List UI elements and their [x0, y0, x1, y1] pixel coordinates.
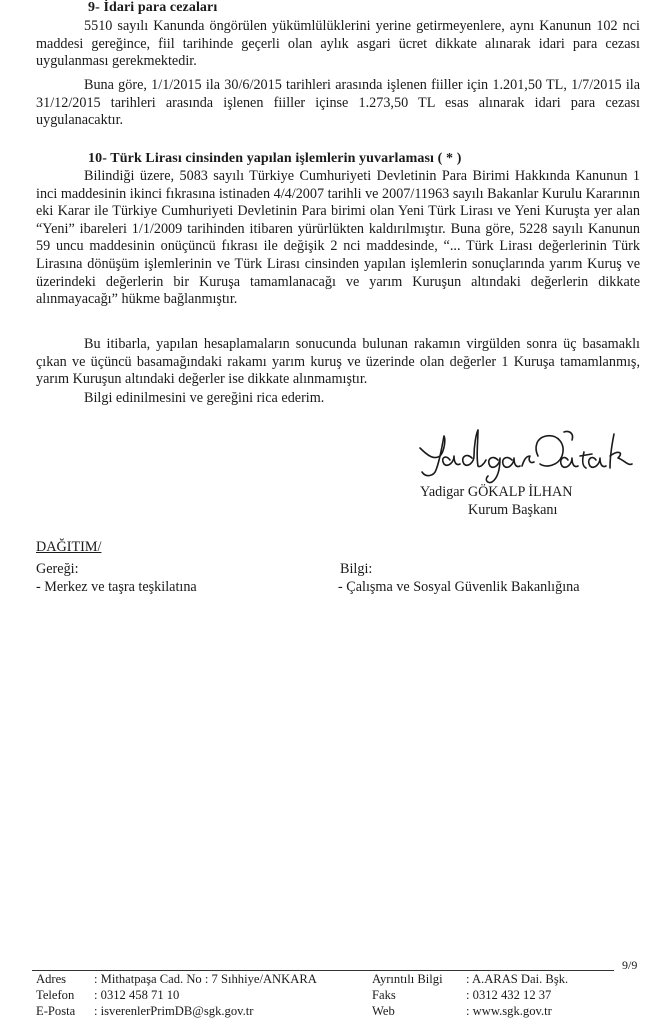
distribution-gerek-item: - Merkez ve taşra teşkilatına: [36, 579, 197, 595]
section-10-paragraph-2: Bu itibarla, yapılan hesaplamaların sonucunda bulunan rakamın virgülden sonra üç basamaklı çıkan ve üçüncü basamağındaki rakamı yarım kuruş ve üzerinde olan değerler 1 Kuruşa tamamlanmış, yarım Kuruşun altındaki değerler ise dikkate alınmamıştır.: [36, 336, 640, 388]
distribution-gerek-label: Gereği:: [36, 561, 79, 577]
footer-divider: [32, 970, 614, 971]
section-9-heading: 9- İdari para cezaları: [88, 0, 218, 15]
footer-eposta-label: E-Posta: [36, 1004, 76, 1018]
section-10-heading: 10- Türk Lirası cinsinden yapılan işlemlerin yuvarlaması ( * ): [88, 151, 462, 166]
signatory-title: Kurum Başkanı: [468, 502, 558, 518]
footer-ayrinti-value: : A.ARAS Dai. Bşk.: [466, 972, 569, 986]
section-10-paragraph-3: Bilgi edinilmesini ve gereğini rica ederim.: [84, 390, 325, 406]
footer-eposta-value: : isverenlerPrimDB@sgk.gov.tr: [94, 1004, 254, 1018]
footer-faks-label: Faks: [372, 988, 396, 1002]
page-number: 9/9: [622, 958, 638, 972]
footer-faks-value: : 0312 432 12 37: [466, 988, 552, 1002]
footer-adres-label: Adres: [36, 972, 67, 986]
footer-web-label: Web: [372, 1004, 395, 1018]
distribution-title: DAĞITIM/: [36, 539, 102, 555]
footer-telefon-label: Telefon: [36, 988, 75, 1002]
section-10-paragraph-1: Bilindiği üzere, 5083 sayılı Türkiye Cumhuriyeti Devletinin Para Birimi Hakkında Kanunun 1 inci maddesinin ikinci fıkrasına istinaden 4/4/2007 tarihli ve 2007/11963 sayılı Bakanlar Kurulu Kararının eki Karar ile Türkiye Cumhuriyeti Devletinin Para birimi olan Yeni Türk Lirası ve Yeni Kuruşta yer alan “Yeni” ibareleri 1/1/2009 tarihinden itibaren yürürlükten kaldırılmıştır. Buna göre, 5228 sayılı Kanunun 59 uncu maddesinin onüçüncü fıkrası ile değişik 2 nci maddesinde, “... Türk Lirası değerlerinin Türk Lirasına dönüşüm işlemlerinin ve Türk Lirası cinsinden yapılan işlemlerin sonuçlarında yarım Kuruş ve üzerindeki değerlerin bir Kuruşa tamamlanacağı ve yarım Kuruşun altındaki değerlerin dikkate alınmayacağı” hükme bağlanmıştır.: [36, 168, 640, 308]
footer-telefon-value: : 0312 458 71 10: [94, 988, 180, 1002]
handwritten-signature: [414, 426, 646, 486]
distribution-bilgi-label: Bilgi:: [340, 561, 373, 577]
footer-web-value: : www.sgk.gov.tr: [466, 1004, 552, 1018]
section-9-paragraph-2: Buna göre, 1/1/2015 ila 30/6/2015 tarihleri arasında işlenen fiiller için 1.201,50 TL, 1/7/2015 ila 31/12/2015 tarihleri arasında işlenen fiiller içinse 1.273,50 TL esas alınarak idari para cezası uygulanacaktır.: [36, 77, 640, 129]
footer-ayrinti-label: Ayrıntılı Bilgi: [372, 972, 443, 986]
distribution-bilgi-item: - Çalışma ve Sosyal Güvenlik Bakanlığına: [338, 579, 580, 595]
section-9-paragraph-1: 5510 sayılı Kanunda öngörülen yükümlülüklerini yerine getirmeyenlere, aynı Kanunun 102 nci maddesi gereğince, fiil tarihinde geçerli olan aylık asgari ücret dikkate alınarak idari para cezası uygulanması gerekmektedir.: [36, 18, 640, 70]
footer-adres-value: : Mithatpaşa Cad. No : 7 Sıhhiye/ANKARA: [94, 972, 317, 986]
signatory-name: Yadigar GÖKALP İLHAN: [420, 484, 573, 500]
